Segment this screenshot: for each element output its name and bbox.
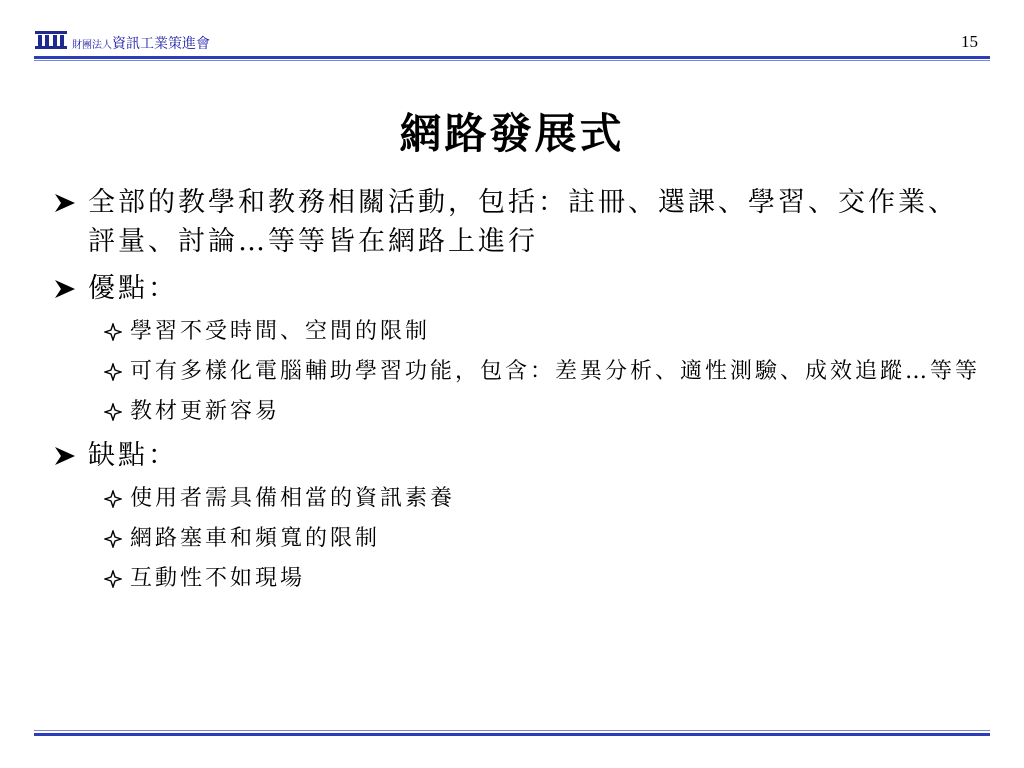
four-point-star-icon: [102, 483, 126, 515]
organization-prefix: 財團法人: [72, 40, 112, 51]
sub-bullet-text: 互動性不如現場: [130, 566, 306, 591]
footer-divider: [34, 733, 990, 736]
sub-bullet-item: [52, 483, 982, 515]
sub-bullet-item: [52, 356, 982, 388]
sub-bullet-text: 使用者需具備相當的資訊素養: [130, 486, 456, 511]
sub-bullet-text: 學習不受時間、空間的限制: [130, 319, 431, 344]
slide-header: [0, 0, 1024, 62]
bullet-text: 優點：: [88, 273, 178, 304]
organization-main-name: 資訊工業策進會: [112, 36, 210, 52]
arrowhead-bullet-icon: [52, 436, 80, 475]
bullet-item: [52, 183, 982, 261]
sub-bullet-item: [52, 396, 982, 428]
sub-bullet-text: 網路塞車和頻寬的限制: [130, 526, 381, 551]
four-point-star-icon: [102, 396, 126, 428]
header-divider-thin: [34, 60, 990, 61]
institution-building-icon: [35, 31, 67, 49]
bullet-item: [52, 436, 982, 475]
sub-bullet-item: [52, 316, 982, 348]
four-point-star-icon: [102, 563, 126, 595]
bullet-text: 全部的教學和教務相關活動，包括：註冊、選課、學習、交作業、評量、討論…等等皆在網路上進行: [88, 187, 958, 257]
arrowhead-bullet-icon: [52, 183, 80, 222]
sub-bullet-text: 教材更新容易: [130, 399, 281, 424]
sub-bullet-text: 可有多樣化電腦輔助學習功能，包含：差異分析、適性測驗、成效追蹤…等等: [130, 359, 981, 384]
bullet-text: 缺點：: [88, 440, 178, 471]
bullet-item: [52, 269, 982, 308]
arrowhead-bullet-icon: [52, 269, 80, 308]
slide-title: 網路發展式: [399, 109, 625, 158]
header-divider: [34, 56, 990, 59]
sub-bullet-item: [52, 523, 982, 555]
sub-bullet-item: [52, 563, 982, 595]
footer-divider-thin: [34, 730, 990, 731]
slide-body: [52, 183, 982, 595]
four-point-star-icon: [102, 523, 126, 555]
organization-name: [72, 34, 210, 52]
page-number: 15: [961, 32, 978, 51]
four-point-star-icon: [102, 316, 126, 348]
four-point-star-icon: [102, 356, 126, 388]
